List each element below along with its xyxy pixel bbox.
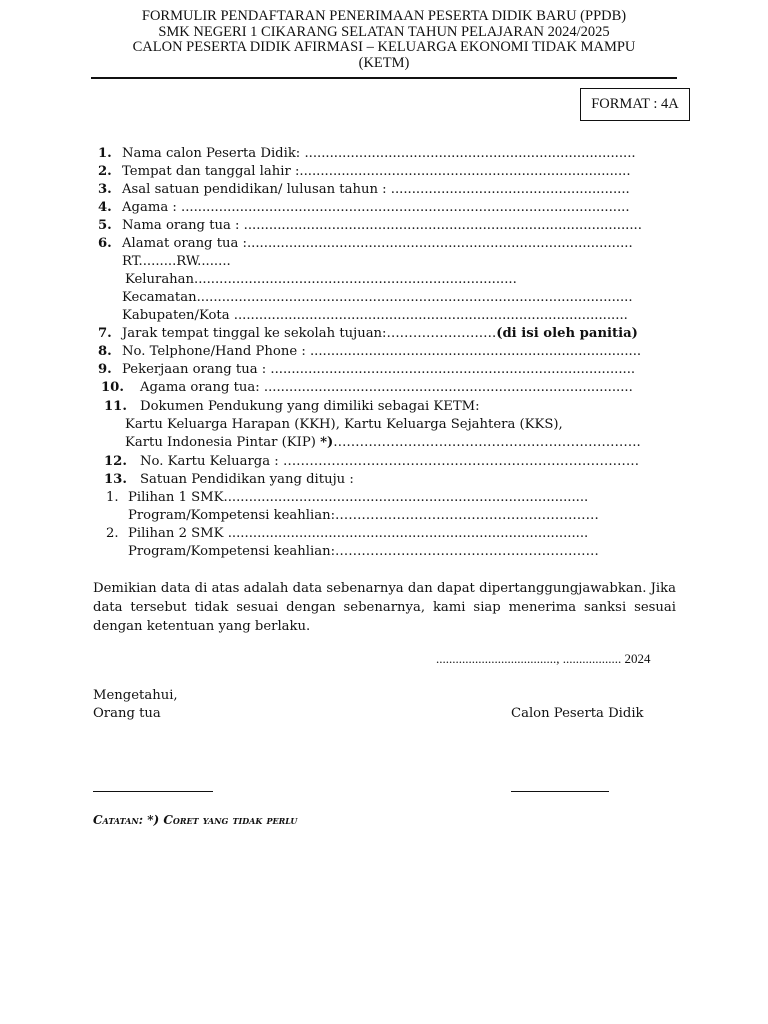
parent-signature-label: Orang tua bbox=[93, 706, 161, 721]
field-parent-address: Alamat orang tua :............................................................................................ bbox=[122, 236, 633, 251]
choice-2-number: 2. bbox=[106, 526, 119, 541]
format-label-box: FORMAT : 4A bbox=[580, 88, 690, 121]
footnote: Catatan: *) Coret yang tidak perlu bbox=[93, 813, 298, 827]
field-13-number: 13. bbox=[104, 472, 127, 487]
field-kip-mark: *) bbox=[320, 435, 334, 450]
field-family-card-number: No. Kartu Keluarga : ……………………………………………………………………… bbox=[140, 454, 640, 469]
field-3-number: 3. bbox=[98, 182, 112, 197]
field-student-name: Nama calon Peserta Didik: ............................................................................... bbox=[122, 146, 636, 161]
declaration-paragraph: Demikian data di atas adalah data sebenarnya dan dapat dipertanggungjawabkan. Jika data tersebut tidak sesuai dengan sebenarnya, kami siap menerima sanksi sesuai dengan ketentuan yang berlaku. bbox=[93, 581, 676, 634]
field-religion: Agama : ........................................................................................................... bbox=[122, 200, 630, 215]
field-10-number: 10. bbox=[101, 380, 124, 395]
parent-signature-line bbox=[93, 791, 213, 792]
header-title-line-4: (KETM) bbox=[358, 54, 410, 71]
field-7-number: 7. bbox=[98, 326, 112, 341]
header-title-line-2: SMK NEGERI 1 CIKARANG SELATAN TAHUN PELAJARAN 2024/2025 bbox=[158, 23, 610, 40]
field-phone: No. Telphone/Hand Phone : ............................................................................... bbox=[122, 344, 642, 359]
field-parent-occupation: Pekerjaan orang tua : ....................................................................................... bbox=[122, 362, 636, 377]
field-1-number: 1. bbox=[98, 146, 112, 161]
field-distance-note: (di isi oleh panitia) bbox=[496, 326, 638, 341]
header-title-line-1: FORMULIR PENDAFTARAN PENERIMAAN PESERTA DIDIK BARU (PPDB) bbox=[141, 8, 627, 24]
field-choice-2-program: Program/Kompetensi keahlian:…………………………………………………… bbox=[128, 544, 599, 559]
field-kip-label: Kartu Indonesia Pintar (KIP) bbox=[125, 435, 321, 450]
field-choice-1-school: Pilihan 1 SMK....................................................................................... bbox=[128, 490, 589, 505]
field-kelurahan: Kelurahan............................................................................. bbox=[125, 272, 517, 287]
field-supporting-documents: Dokumen Pendukung yang dimiliki sebagai KETM: bbox=[140, 399, 480, 414]
field-kecamatan: Kecamatan........................................................................................................ bbox=[122, 290, 633, 305]
field-12-number: 12. bbox=[104, 454, 127, 469]
field-documents-list: Kartu Keluarga Harapan (KKH), Kartu Keluarga Sejahtera (KKS), bbox=[125, 417, 563, 432]
student-signature-line bbox=[511, 791, 609, 792]
field-11-number: 11. bbox=[104, 399, 127, 414]
field-parent-name: Nama orang tua : ............................................................................................... bbox=[122, 218, 642, 233]
field-2-number: 2. bbox=[98, 164, 112, 179]
field-kabupaten-kota: Kabupaten/Kota .............................................................................................. bbox=[122, 308, 628, 323]
field-6-number: 6. bbox=[98, 236, 112, 251]
field-kip bbox=[125, 435, 641, 451]
field-distance bbox=[122, 326, 638, 342]
date-line: ....................................., .................. 2024 bbox=[436, 651, 651, 666]
field-target-school: Satuan Pendidikan yang dituju : bbox=[140, 472, 354, 487]
header-divider bbox=[91, 77, 677, 79]
field-distance-label: Jarak tempat tinggal ke sekolah tujuan:……………………. bbox=[122, 326, 497, 341]
field-choice-1-program: Program/Kompetensi keahlian:…………………………………………………… bbox=[128, 508, 599, 523]
choice-1-number: 1. bbox=[106, 490, 119, 505]
field-4-number: 4. bbox=[98, 200, 112, 215]
field-parent-religion: Agama orang tua: ........................................................................................ bbox=[140, 380, 633, 395]
acknowledged-label: Mengetahui, bbox=[93, 688, 178, 703]
header-title-line-3: CALON PESERTA DIDIK AFIRMASI – KELUARGA EKONOMI TIDAK MAMPU bbox=[132, 39, 636, 55]
field-9-number: 9. bbox=[98, 362, 112, 377]
field-kip-dots: ……………………………………………………………. bbox=[333, 435, 641, 450]
field-previous-school: Asal satuan pendidikan/ lulusan tahun : ......................................................... bbox=[122, 182, 630, 197]
field-choice-2-school: Pilihan 2 SMK ...................................................................................... bbox=[128, 526, 589, 541]
field-8-number: 8. bbox=[98, 344, 112, 359]
field-rt-rw: RT.........RW........ bbox=[122, 254, 231, 269]
form-header bbox=[90, 9, 678, 71]
field-birth-place-date: Tempat dan tanggal lahir :............................................................................... bbox=[122, 164, 631, 179]
field-5-number: 5. bbox=[98, 218, 112, 233]
student-signature-label: Calon Peserta Didik bbox=[511, 706, 644, 721]
